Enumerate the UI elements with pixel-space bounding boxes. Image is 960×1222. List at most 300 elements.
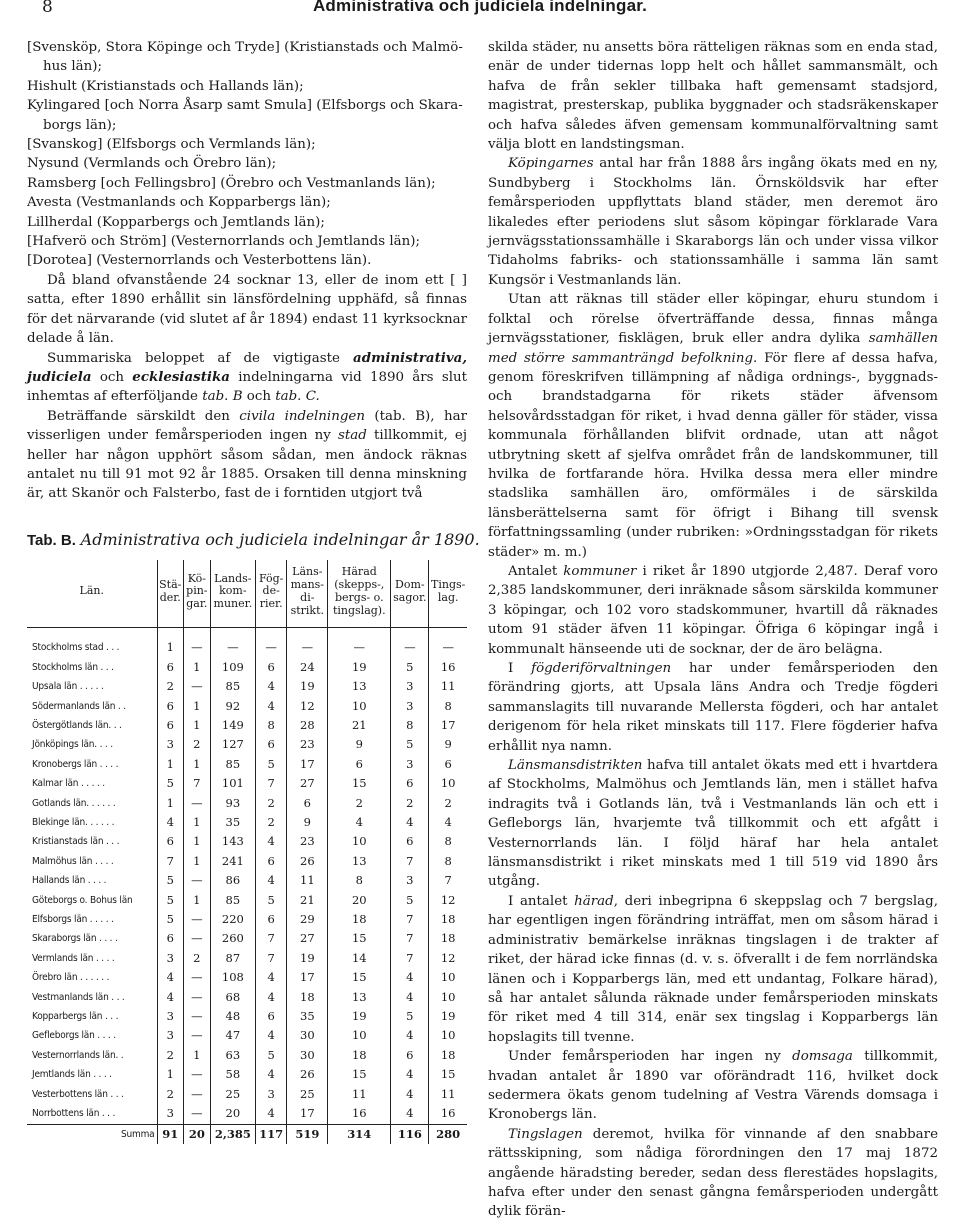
table-cell: 24 <box>287 658 328 677</box>
table-cell: 5 <box>256 891 287 910</box>
table-cell: 4 <box>256 988 287 1007</box>
table-cell: 5 <box>391 658 429 677</box>
table-cell: 3 <box>157 1104 183 1124</box>
table-cell: 11 <box>328 1085 391 1104</box>
table-cell: 4 <box>157 968 183 987</box>
sum-cell: 20 <box>183 1124 210 1144</box>
table-cell: 3 <box>391 677 429 696</box>
table-cell: 11 <box>440 1086 456 1101</box>
table-cell: 15 <box>440 1067 456 1082</box>
table-cell: 5 <box>157 774 183 793</box>
table-cell: — <box>183 929 210 948</box>
table-row <box>27 813 467 832</box>
sum-cell: 280 <box>429 1124 467 1144</box>
row-label: Vesterbottens län . . . <box>27 1085 157 1104</box>
table-cell: 6 <box>157 832 183 851</box>
table-cell: 1 <box>183 658 210 677</box>
table-cell: 6 <box>328 755 391 774</box>
table-cell: 3 <box>391 871 429 890</box>
table-cell: — <box>442 640 454 655</box>
paragraph: I antalet härad, deri inbegripna 6 skeppslag och 7 bergslag, har egentligen ingen förändring inträffat, men om såsom härad i administrativ bemärkelse inräknas tingslagen i de trakter af riket, der härad icke finnas (d. v. s. öfverallt i de fem norrländska länen och i Kopparbergs län, med ett undantag, Folkare härad), så har antalet sålunda räknade under femårsperioden minskats för riket med 4 till 314, enär sex tingslag i Kopparbergs län hopslagits till tvenne. <box>488 893 938 1045</box>
table-cell: 68 <box>210 988 255 1007</box>
table-cell: 3 <box>391 755 429 774</box>
table-cell: 20 <box>328 891 391 910</box>
column-header: Stä- der. <box>157 560 183 628</box>
table-cell: 6 <box>391 774 429 793</box>
table-cell: 21 <box>287 891 328 910</box>
table-cell: 4 <box>256 1026 287 1045</box>
list-item: Hishult (Kristianstads och Hallands län); <box>27 78 304 94</box>
sum-label: Summa <box>27 1124 157 1144</box>
row-label: Kalmar län . . . . . <box>27 774 157 793</box>
table-cell: — <box>391 628 429 658</box>
paragraph: Länsmansdistrikten hafva till antalet ökats med ett i hvartdera af Stockholms, Malmöhus och Jemtlands län, men i stället hafva indragits två i Gotlands län, två i Vestmanlands län och ett i Gefleborgs län, hvarjemte två tillkommit och ett afgått i Vesternorrlands län. I följd häraf har hela antalet länsmansdistrikt i riket minskats med 1 till 519 vid 1890 års utgång. <box>488 758 938 890</box>
table-cell: 13 <box>328 988 391 1007</box>
paragraph: Köpingarnes antal har från 1888 års ingång ökats med en ny, Sundbyberg i Stockholms län. Örnsköldsvik har efter femårsperioden uppflyttats bland städer, men deremot äro likaledes efter periodens slut såsom köpingar förklarade Vara jernvägsstationssamhälle i Skaraborgs län och under vissa vilkor Tidaholms fabriks- och stationssamhälle i samma län samt Kungsör i Vestmanlands län. <box>488 156 938 288</box>
table-cell: 11 <box>287 871 328 890</box>
table-cell: — <box>183 1085 210 1104</box>
table-cell: 1 <box>183 852 210 871</box>
page-number: 8 <box>42 0 53 17</box>
table-cell: 3 <box>391 697 429 716</box>
table-cell: 109 <box>210 658 255 677</box>
table-cell: 260 <box>210 929 255 948</box>
table-cell: 10 <box>440 1028 456 1043</box>
table-cell: 16 <box>328 1104 391 1124</box>
table-cell: 8 <box>444 853 452 868</box>
table-row <box>27 697 467 716</box>
table-cell: 1 <box>157 1065 183 1084</box>
table-cell: 18 <box>440 1047 456 1062</box>
table-cell: 4 <box>256 968 287 987</box>
table-cell: 7 <box>391 852 429 871</box>
paragraph: skilda städer, nu ansetts böra rätteligen räknas som en enda stad, enär de under tidernas lopp helt och hållet sammansmält, och hafva de från sekler tillbaka haft gemensamt stadsjord, magistrat, presterskap, publika byggnader och stadsräkenskaper och hafva således äfven gemensam kommunalförvaltning samt välja blott en landstingsman. <box>488 40 938 153</box>
table-cell: 10 <box>440 989 456 1004</box>
table-cell: 12 <box>287 697 328 716</box>
table-cell: 14 <box>328 949 391 968</box>
table-cell: 2 <box>157 1046 183 1065</box>
table-cell: 12 <box>440 892 456 907</box>
table-cell: 27 <box>287 929 328 948</box>
column-header-lan: Län. <box>27 560 157 628</box>
list-item: [Hafverö och Ström] (Vesternorrlands och Jemtlands län); <box>27 234 420 250</box>
table-cell: 4 <box>391 1104 429 1124</box>
row-label: Malmöhus län . . . . <box>27 852 157 871</box>
table-row <box>27 628 467 658</box>
table-cell: 6 <box>287 794 328 813</box>
table-cell: — <box>183 988 210 1007</box>
table-cell: 6 <box>444 756 452 771</box>
table-cell: 6 <box>256 852 287 871</box>
table-cell: 28 <box>287 716 328 735</box>
table-cell: 1 <box>183 891 210 910</box>
table-cell: 85 <box>210 677 255 696</box>
table-cell: 4 <box>328 813 391 832</box>
table-cell: 20 <box>210 1104 255 1124</box>
table-cell: 10 <box>328 1026 391 1045</box>
table-cell: 19 <box>440 1009 456 1024</box>
table-cell: 18 <box>328 910 391 929</box>
table-cell: — <box>183 677 210 696</box>
table-cell: 1 <box>157 628 183 658</box>
table-cell: 17 <box>287 755 328 774</box>
table-cell: 17 <box>440 717 456 732</box>
table-row <box>27 1046 467 1065</box>
table-cell: 4 <box>391 988 429 1007</box>
table-cell: 2 <box>391 794 429 813</box>
table-cell: 21 <box>328 716 391 735</box>
table-cell: 220 <box>210 910 255 929</box>
row-label: Kopparbergs län . . . <box>27 1007 157 1026</box>
table-cell: 15 <box>328 929 391 948</box>
row-label: Jönköpings län. . . . <box>27 735 157 754</box>
table-cell: 1 <box>183 1046 210 1065</box>
sum-cell: 519 <box>287 1124 328 1144</box>
table-cell: 26 <box>287 1065 328 1084</box>
table-row <box>27 1085 467 1104</box>
table-cell: 2 <box>328 794 391 813</box>
table-cell: 18 <box>287 988 328 1007</box>
table-cell: 4 <box>391 1065 429 1084</box>
right-column <box>488 38 938 1222</box>
table-header-row <box>27 560 467 628</box>
paragraph: Summariska beloppet af de vigtigaste administrativa, judiciela och ecklesiastika indelningarna vid 1890 års slut inhemtas af efterföljande tab. B och tab. C. <box>27 349 467 405</box>
table-cell: 4 <box>256 871 287 890</box>
table-cell: 6 <box>256 658 287 677</box>
table-row <box>27 1065 467 1084</box>
table-cell: 3 <box>256 1085 287 1104</box>
table-cell: 92 <box>210 697 255 716</box>
row-label: Stockholms stad . . . <box>27 628 157 658</box>
table-cell: 18 <box>440 912 456 927</box>
table-cell: 4 <box>157 988 183 1007</box>
table-cell: — <box>183 628 210 658</box>
row-label: Södermanlands län . . <box>27 697 157 716</box>
table-cell: 3 <box>157 949 183 968</box>
table-cell: 149 <box>210 716 255 735</box>
table-cell: 8 <box>391 716 429 735</box>
table-cell: 23 <box>287 832 328 851</box>
table-row <box>27 968 467 987</box>
page-header <box>0 0 960 18</box>
table-cell: 7 <box>256 949 287 968</box>
table-cell: 2 <box>444 795 452 810</box>
table-row <box>27 774 467 793</box>
table-cell: 4 <box>391 968 429 987</box>
sum-cell: 2,385 <box>210 1124 255 1144</box>
table-cell: 7 <box>391 910 429 929</box>
paragraph: Antalet kommuner i riket år 1890 utgjorde 2,487. Deraf voro 2,385 landskommuner, deri inräknade såsom särskilda kommuner 3 köpingar, och 102 voro stadskommuner, hvartill då räknades utom 91 städer äfven 11 köpingar. Öfriga 6 köpingar ingå i kommunalt hänseende uti de socknar, der de äro belägna. <box>488 563 938 657</box>
table-cell: 241 <box>210 852 255 871</box>
table-row <box>27 832 467 851</box>
column-header: Tings- lag. <box>429 560 467 628</box>
table-cell: 10 <box>440 970 456 985</box>
table-cell: 4 <box>256 697 287 716</box>
table-cell: 3 <box>157 735 183 754</box>
table-cell: 6 <box>256 910 287 929</box>
paragraph: Under femårsperioden har ingen ny domsaga tillkommit, hvadan antalet år 1890 var oförändradt 116, hvilket dock sedermera ökats genom tudelning af Vestra Värends domsaga i Kronobergs län. <box>488 1049 938 1123</box>
table-cell: 7 <box>183 774 210 793</box>
table-cell: 8 <box>328 871 391 890</box>
table-cell: 2 <box>256 813 287 832</box>
table-cell: 10 <box>328 697 391 716</box>
list-item: Avesta (Vestmanlands och Kopparbergs län); <box>27 195 331 211</box>
table-cell: 1 <box>183 813 210 832</box>
table-cell: 6 <box>157 716 183 735</box>
table-cell: 5 <box>391 1007 429 1026</box>
column-header: Lands- kom- muner. <box>210 560 255 628</box>
table-cell: 15 <box>328 1065 391 1084</box>
paragraph: Då bland ofvanstående 24 socknar 13, eller de inom ett [ ] satta, efter 1890 erhållit sin länsfördelning upphäfd, så finnas för det närvarande (vid slutet af år 1894) endast 11 kyrksocknar delade å län. <box>27 272 467 347</box>
table-cell: 25 <box>210 1085 255 1104</box>
table-cell: 10 <box>440 776 456 791</box>
table-cell: 7 <box>391 929 429 948</box>
table-cell: 15 <box>328 774 391 793</box>
table-cell: 11 <box>440 679 456 694</box>
table-cell: 47 <box>210 1026 255 1045</box>
table-cell: 29 <box>287 910 328 929</box>
table-cell: — <box>210 628 255 658</box>
table-cell: 7 <box>391 949 429 968</box>
row-label: Skaraborgs län . . . . <box>27 929 157 948</box>
list-item: [Svensköp, Stora Köpinge och Tryde] (Kristianstads och Malmö- <box>27 40 463 55</box>
table-cell: 27 <box>287 774 328 793</box>
table-title: Administrativa och judiciela indelningar år 1890. <box>80 529 480 549</box>
table-cell: 17 <box>287 1104 328 1124</box>
table-cell: 1 <box>183 716 210 735</box>
table-cell: 85 <box>210 891 255 910</box>
table-cell: — <box>328 628 391 658</box>
running-title: Administrativa och judiciela indelningar. <box>312 0 648 15</box>
table-cell: — <box>287 628 328 658</box>
table-cell: 8 <box>444 698 452 713</box>
table-cell: 7 <box>157 852 183 871</box>
list-item: [Svanskog] (Elfsborgs och Vermlands län); <box>27 137 316 153</box>
table-cell: 25 <box>287 1085 328 1104</box>
admin-divisions-table <box>27 560 467 1144</box>
table-cell: 13 <box>328 677 391 696</box>
column-header: Härad (skepps-, bergs- o. tingslag). <box>328 560 391 628</box>
table-cell: 6 <box>256 735 287 754</box>
row-label: Vermlands län . . . . <box>27 949 157 968</box>
table-cell: 4 <box>444 815 452 829</box>
table-cell: — <box>183 1065 210 1084</box>
row-label: Göteborgs o. Bohus län <box>27 891 157 910</box>
table-cell: — <box>183 1026 210 1045</box>
row-label: Norrbottens län . . . <box>27 1104 157 1124</box>
sum-cell: 116 <box>391 1124 429 1144</box>
table-caption <box>27 529 480 550</box>
table-cell: 1 <box>157 755 183 774</box>
row-label: Örebro län . . . . . . <box>27 968 157 987</box>
table-cell: — <box>183 871 210 890</box>
table-cell: 8 <box>256 716 287 735</box>
table-cell: 6 <box>391 1046 429 1065</box>
table-cell: 87 <box>210 949 255 968</box>
table-cell: 16 <box>440 1106 456 1121</box>
table-cell: 4 <box>391 1085 429 1104</box>
row-label: Gotlands län. . . . . . <box>27 794 157 813</box>
table-cell: 18 <box>440 931 456 946</box>
table-cell: 19 <box>287 677 328 696</box>
row-label: Stockholms län . . . <box>27 658 157 677</box>
table-cell: 5 <box>256 1046 287 1065</box>
table-cell: 1 <box>183 697 210 716</box>
table-row <box>27 716 467 735</box>
table-row <box>27 910 467 929</box>
table-cell: 15 <box>328 968 391 987</box>
table-cell: 35 <box>287 1007 328 1026</box>
table-cell: 4 <box>256 677 287 696</box>
table-cell: 2 <box>157 677 183 696</box>
table-cell: 19 <box>328 658 391 677</box>
table-cell: 5 <box>256 755 287 774</box>
table-cell: 48 <box>210 1007 255 1026</box>
row-label: Jemtlands län . . . . <box>27 1065 157 1084</box>
table-cell: 6 <box>157 658 183 677</box>
table-cell: 1 <box>157 794 183 813</box>
list-item: Nysund (Vermlands och Örebro län); <box>27 156 277 172</box>
table-row <box>27 988 467 1007</box>
table-row <box>27 871 467 890</box>
table-cell: 19 <box>287 949 328 968</box>
table-row <box>27 794 467 813</box>
table-row <box>27 677 467 696</box>
list-item: hus län); <box>43 59 103 75</box>
table-cell: 1 <box>183 755 210 774</box>
table-cell: 26 <box>287 852 328 871</box>
table-cell: 30 <box>287 1026 328 1045</box>
row-label: Upsala län . . . . . <box>27 677 157 696</box>
table-cell: 4 <box>391 813 429 832</box>
table-cell: 9 <box>444 737 452 752</box>
table-row <box>27 852 467 871</box>
table-row <box>27 949 467 968</box>
table-cell: 16 <box>440 659 456 674</box>
row-label: Kristianstads län . . . <box>27 832 157 851</box>
list-item: Kylingared [och Norra Åsarp samt Smula] (Elfsborgs och Skara- <box>27 98 463 114</box>
row-label: Vestmanlands län . . . <box>27 988 157 1007</box>
table-cell: 30 <box>287 1046 328 1065</box>
table-cell: 63 <box>210 1046 255 1065</box>
table-cell: 8 <box>444 834 452 849</box>
row-label: Elfsborgs län . . . . . <box>27 910 157 929</box>
table-cell: 3 <box>157 1007 183 1026</box>
row-label: Hallands län . . . . <box>27 871 157 890</box>
table-cell: 86 <box>210 871 255 890</box>
table-label: Tab. B. <box>27 531 76 549</box>
table-cell: 143 <box>210 832 255 851</box>
table-cell: 7 <box>444 873 452 888</box>
table-cell: 10 <box>328 832 391 851</box>
sum-cell: 117 <box>256 1124 287 1144</box>
table-cell: 6 <box>157 697 183 716</box>
table-cell: 2 <box>183 735 210 754</box>
table-cell: 9 <box>328 735 391 754</box>
table-cell: — <box>183 1104 210 1124</box>
table-row <box>27 1026 467 1045</box>
table-cell: 18 <box>328 1046 391 1065</box>
table-cell: 127 <box>210 735 255 754</box>
table-cell: 19 <box>328 1007 391 1026</box>
table-cell: 5 <box>157 891 183 910</box>
table-cell: — <box>183 910 210 929</box>
table-cell: — <box>183 794 210 813</box>
table-cell: 9 <box>287 813 328 832</box>
table-cell: 6 <box>157 929 183 948</box>
table-cell: 12 <box>440 950 456 965</box>
sum-cell: 91 <box>157 1124 183 1144</box>
table-cell: 58 <box>210 1065 255 1084</box>
table-cell: 4 <box>256 1065 287 1084</box>
table-cell: 7 <box>256 774 287 793</box>
table-row <box>27 658 467 677</box>
table-cell: 101 <box>210 774 255 793</box>
paragraph: Utan att räknas till städer eller köpingar, ehuru stundom i folktal och rörelse öfverträffande dessa, finnas många jernvägsstationer, fisklägen, bruk eller andra dylika samhällen med större sammanträngd befolkning. För flere af dessa hafva, genom föreskrifven tillämpning af nådiga ordnings-, byggnads- och brandstadgarna för rikets städer äfvensom helsovårdsstadgan för riket, i hvad denna gäller för städer, vissa kommunala förhållanden blifvit ordnade, utan att något utbrytning skett af sjelfva området från de landskommuner, till hvilka de fortfarande höra. Hvilka dessa mera eller mindre stadslika samhällen äro, omförmäles i de särskilda länsberättelserna samt för öfrigt i Bihang till svensk författningssamling (under rubriken: »Ordningsstadgan för rikets städer» m. m.) <box>488 292 938 560</box>
table-row <box>27 1104 467 1124</box>
row-label: Blekinge län. . . . . . <box>27 813 157 832</box>
table-row <box>27 891 467 910</box>
list-item: borgs län); <box>43 117 117 133</box>
table-cell: — <box>183 968 210 987</box>
table-cell: 85 <box>210 755 255 774</box>
table-cell: 4 <box>256 832 287 851</box>
row-label: Gefleborgs län . . . . <box>27 1026 157 1045</box>
paragraph: Tingslagen deremot, hvilka för vinnande af den snabbare rättsskipning, som nådiga förordningen den 17 maj 1872 angående häradsting bereder, sedan dess flerestädes hopslagits, hafva efter under den senast gångna femårsperioden undergått dylik förän- <box>488 1126 938 1220</box>
table-cell: 6 <box>256 1007 287 1026</box>
table-cell: 4 <box>391 1026 429 1045</box>
table-cell: — <box>183 1007 210 1026</box>
table-cell: 35 <box>210 813 255 832</box>
table-row <box>27 929 467 948</box>
table-cell: 17 <box>287 968 328 987</box>
table-cell: 5 <box>157 871 183 890</box>
table-cell: 2 <box>157 1085 183 1104</box>
table-cell: 7 <box>256 929 287 948</box>
table-cell: 4 <box>256 1104 287 1124</box>
table-row <box>27 1007 467 1026</box>
list-item: [Dorotea] (Vesternorrlands och Vesterbottens län). <box>27 253 372 269</box>
row-label: Vesternorrlands län. . <box>27 1046 157 1065</box>
table-cell: 2 <box>183 949 210 968</box>
table-cell: 5 <box>157 910 183 929</box>
table-cell: 5 <box>391 735 429 754</box>
table-cell: 108 <box>210 968 255 987</box>
paragraph: I fögderiförvaltningen har under femårsperioden den förändring gjorts, att Upsala läns Andra och Tredje fögderi sammanslagits till nuvarande Mellersta fögderi, och har antalet derigenom för hela riket minskats till 117. Flere fögderier hafva erhållit nya namn. <box>488 661 938 754</box>
table-row <box>27 735 467 754</box>
table-cell: 4 <box>157 813 183 832</box>
row-label: Östergötlands län. . . <box>27 716 157 735</box>
column-header: Dom- sagor. <box>391 560 429 628</box>
paragraph: Beträffande särskildt den civila indelningen (tab. B), har visserligen under femårsperioden ingen ny stad tillkommit, ej heller har någon upphört såsom sådan, men ändock räknas antalet nu till 91 mot 92 år 1885. Orsaken till denna minskning är, att Skanör och Falsterbo, fast de i forntiden utgjort två <box>27 408 468 502</box>
list-item: Ramsberg [och Fellingsbro] (Örebro och Vestmanlands län); <box>27 175 436 191</box>
table-cell: 93 <box>210 794 255 813</box>
table-cell: 23 <box>287 735 328 754</box>
column-header: Fög- de- rier. <box>256 560 287 628</box>
table-cell: — <box>256 628 287 658</box>
left-column <box>27 38 480 1144</box>
list-item: Lillherdal (Kopparbergs och Jemtlands län); <box>27 214 325 230</box>
table-cell: 6 <box>391 832 429 851</box>
table-cell: 5 <box>391 891 429 910</box>
table-row <box>27 755 467 774</box>
column-header: Kö- pin- gar. <box>183 560 210 628</box>
table-cell: 13 <box>328 852 391 871</box>
row-label: Kronobergs län . . . . <box>27 755 157 774</box>
column-header: Läns- mans- di- strikt. <box>287 560 328 628</box>
table-cell: 2 <box>256 794 287 813</box>
table-cell: 3 <box>157 1026 183 1045</box>
